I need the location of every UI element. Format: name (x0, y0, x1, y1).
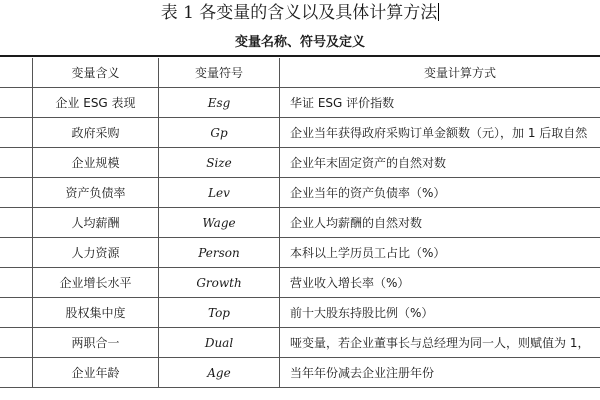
group-cell (0, 208, 33, 238)
variable-symbol: Person (159, 238, 280, 268)
variable-symbol: Gp (159, 118, 280, 148)
variable-name: 政府采购 (33, 118, 159, 148)
table-row (0, 118, 600, 148)
variable-symbol: Lev (159, 178, 280, 208)
group-cell (0, 238, 33, 268)
table-title: 变量名称、符号及定义 (234, 35, 365, 50)
group-cell (0, 88, 33, 118)
variable-calculation: 企业当年的资产负债率（%） (280, 178, 600, 208)
variable-symbol: Age (159, 358, 280, 388)
variable-name: 股权集中度 (33, 298, 159, 328)
variable-symbol: Growth (159, 268, 280, 298)
variable-calculation: 营业收入增长率（%） (280, 268, 600, 298)
variable-calculation: 哑变量，若企业董事长与总经理为同一人，则赋值为 1， (280, 328, 600, 358)
variable-calculation: 当年年份减去企业注册年份 (280, 358, 600, 388)
variable-symbol: Esg (159, 88, 280, 118)
group-cell (0, 148, 33, 178)
table-row (0, 268, 600, 298)
variable-calculation: 前十大股东持股比例（%） (280, 298, 600, 328)
variable-symbol: Top (159, 298, 280, 328)
variable-name: 企业 ESG 表现 (33, 88, 159, 118)
group-cell (0, 328, 33, 358)
variable-name: 两职合一 (33, 328, 159, 358)
variables-table (0, 58, 600, 388)
variable-calculation: 企业当年获得政府采购订单金额数（元），加 1 后取自然 (280, 118, 600, 148)
variable-name: 企业年龄 (33, 358, 159, 388)
group-header-cell (0, 58, 33, 88)
variable-calculation: 企业人均薪酬的自然对数 (280, 208, 600, 238)
variable-name: 人均薪酬 (33, 208, 159, 238)
table-row (0, 208, 600, 238)
table-row (0, 178, 600, 208)
group-cell (0, 298, 33, 328)
header-variable-meaning: 变量含义 (33, 58, 159, 88)
variable-name: 人力资源 (33, 238, 159, 268)
group-cell (0, 178, 33, 208)
variable-symbol: Wage (159, 208, 280, 238)
text-caret (438, 3, 439, 21)
document-title (0, 2, 600, 24)
header-variable-symbol: 变量符号 (159, 58, 280, 88)
group-cell (0, 268, 33, 298)
group-cell (0, 118, 33, 148)
table-row (0, 238, 600, 268)
variable-symbol: Size (159, 148, 280, 178)
table-header-row (0, 58, 600, 88)
table-row (0, 328, 600, 358)
table-top-rule (0, 55, 600, 57)
variable-name: 资产负债率 (33, 178, 159, 208)
table-row (0, 358, 600, 388)
variable-name: 企业增长水平 (33, 268, 159, 298)
header-calculation: 变量计算方式 (280, 58, 600, 88)
group-cell (0, 358, 33, 388)
variable-name: 企业规模 (33, 148, 159, 178)
table-row (0, 148, 600, 178)
variable-symbol: Dual (159, 328, 280, 358)
document-title-text: 表 1 各变量的含义以及具体计算方法 (160, 3, 438, 23)
table-row (0, 298, 600, 328)
variable-calculation: 华证 ESG 评价指数 (280, 88, 600, 118)
variable-calculation: 企业年末固定资产的自然对数 (280, 148, 600, 178)
table-row (0, 88, 600, 118)
variable-calculation: 本科以上学历员工占比（%） (280, 238, 600, 268)
